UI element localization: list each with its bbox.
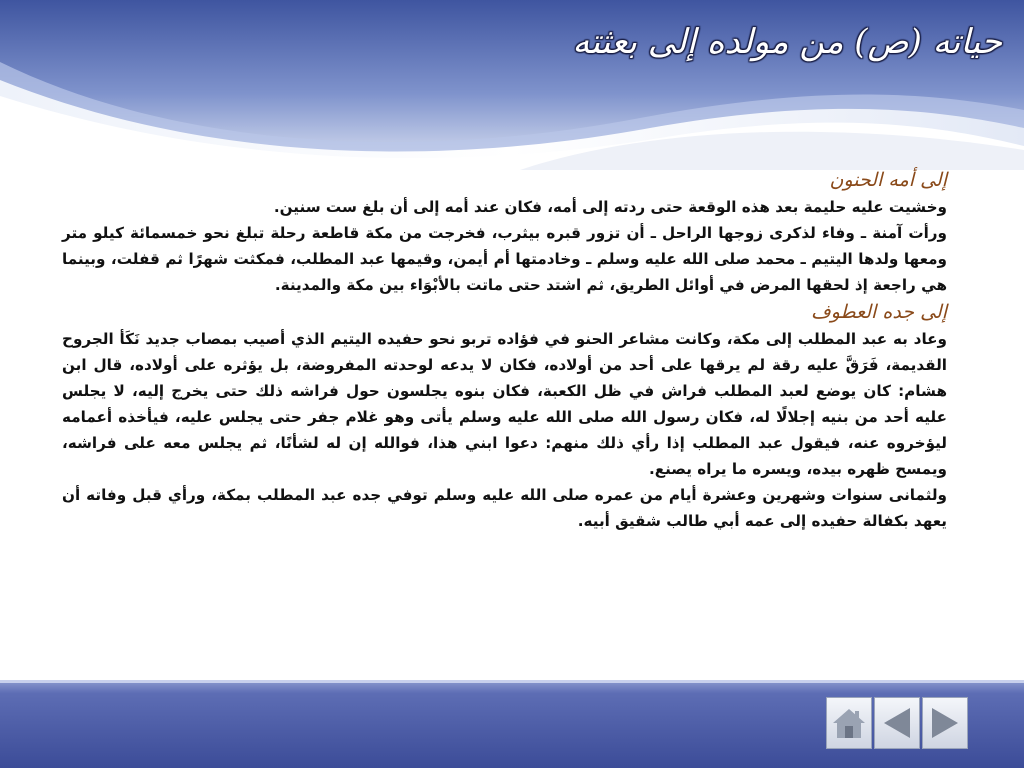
home-button[interactable] — [826, 697, 872, 749]
navigation-bar — [826, 697, 972, 749]
section-paragraph: ورأت آمنة ـ وفاء لذكرى زوجها الراحل ـ أن تزور قبره بيثرب، فخرجت من مكة قاطعة رحلة تبلغ نحو خمسمائة كيلو متر ومعها ولدها اليتيم ـ محمد صلى الله عليه وسلم ـ وخادمتها أم أيمن، وقيمها عبد المطلب، فمكثت شهرًا ثم قفلت، وبينما هي راجعة إذ لحقها المرض في أوائل الطريق، ثم اشتد حتى ماتت بالأبْوَاء بين مكة والمدينة. — [62, 224, 947, 294]
next-icon — [928, 705, 962, 741]
next-button[interactable] — [922, 697, 968, 749]
section-paragraph: وعاد به عبد المطلب إلى مكة، وكانت مشاعر الحنو في فؤاده تربو نحو حفيده اليتيم الذي أصيب بمصاب جديد نَكَأ الجروح القديمة، فَرَقَّ عليه رقة لم يرقها على أحد من أولاده، فكان لا يدعه لوحدته المفروضة، بل يؤثره على أولاده، قال ابن هشام: كان يوضع لعبد المطلب فراش في ظل الكعبة، فكان بنوه يجلسون حول فراشه ذلك حتى يخرج إليه، لا يجلس عليه أحد من بنيه إجلالًا له، فكان رسول الله صلى الله عليه وسلم يأتى وهو غلام جفر حتى يجلس عليه، فيأخذه أعمامه ليؤخروه عنه، فيقول عبد المطلب إذا رأي ذلك منهم: دعوا ابني هذا، فوالله إن له لشأنًا، ثم يجلس معه على فراشه، ويمسح ظهره بيده، ويسره ما يراه يصنع. — [62, 330, 947, 478]
slide-title: حياته (ص) من مولده إلى بعثته — [572, 22, 1002, 62]
slide-content — [62, 166, 947, 534]
previous-button[interactable] — [874, 697, 920, 749]
section-paragraph: ولثمانى سنوات وشهرين وعشرة أيام من عمره صلى الله عليه وسلم توفي جده عبد المطلب بمكة، ورأي قبل وفاته أن يعهد بكفالة حفيده إلى عمه أبي طالب شقيق أبيه. — [62, 486, 947, 530]
section-heading: إلى جده العطوف — [811, 301, 947, 323]
section-heading: إلى أمه الحنون — [829, 169, 947, 191]
previous-icon — [880, 705, 914, 741]
home-icon — [831, 706, 867, 740]
section-paragraph: وخشيت عليه حليمة بعد هذه الوقعة حتى ردته إلى أمه، فكان عند أمه إلى أن بلغ ست سنين. — [273, 198, 947, 216]
